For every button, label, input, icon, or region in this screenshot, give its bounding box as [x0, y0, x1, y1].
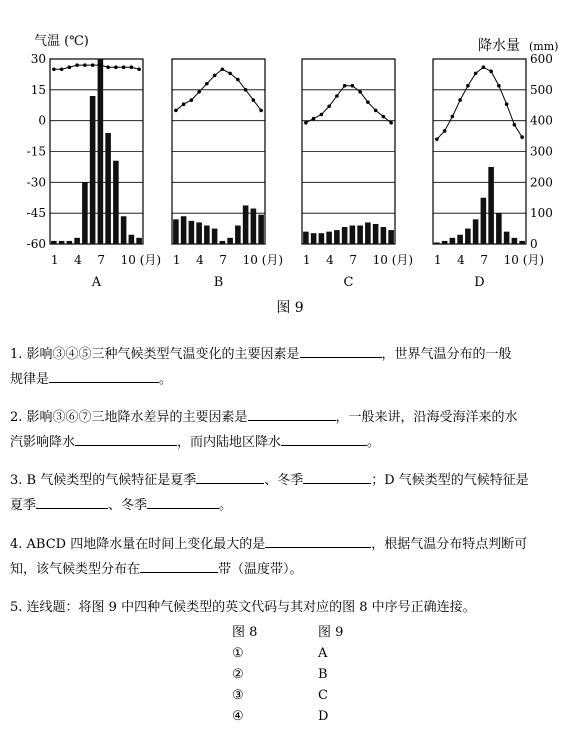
chart-label: D — [474, 275, 485, 290]
matching-right-header: 图 9 — [318, 625, 344, 640]
temperature-point — [304, 121, 308, 125]
precipitation-bar — [481, 198, 487, 244]
month-tick-label: 10 (月) — [503, 253, 545, 267]
precipitation-bar — [311, 233, 317, 244]
month-tick-label: 10 (月) — [120, 253, 162, 267]
climate-chart-c — [302, 59, 413, 290]
question-5 — [10, 595, 572, 620]
precipitation-bar — [342, 227, 348, 244]
temperature-point — [252, 98, 256, 102]
matching-left-item[interactable]: ③ — [232, 688, 244, 703]
temperature-point — [52, 67, 56, 71]
q2-blank-2[interactable] — [75, 430, 177, 446]
precipitation-bar — [204, 226, 210, 245]
q3-text-2: 、冬季 — [264, 473, 304, 488]
precipitation-bar — [488, 167, 494, 244]
precipitation-bar — [319, 233, 325, 244]
temperature-point — [114, 65, 118, 69]
month-tick-label: 10 (月) — [242, 253, 284, 267]
q3-blank-1[interactable] — [196, 468, 264, 484]
temperature-point — [458, 98, 462, 102]
month-tick-label: 4 — [457, 253, 465, 267]
precipitation-bar — [113, 161, 119, 244]
temperature-point — [489, 70, 493, 74]
climate-chart-a — [50, 59, 161, 290]
matching-right-column — [318, 622, 358, 727]
q1-text-3: 规律是 — [10, 372, 50, 387]
precipitation-bar — [82, 182, 88, 244]
precipitation-bar — [59, 241, 65, 244]
month-tick-label: 1 — [50, 253, 59, 267]
q3-text-5: 、冬季 — [108, 498, 148, 513]
precipitation-bar — [74, 238, 80, 244]
temperature-point — [374, 109, 378, 113]
temperature-point — [312, 117, 316, 121]
precipitation-bar — [235, 226, 241, 245]
precipitation-bar — [388, 230, 394, 244]
month-tick-label: 1 — [172, 253, 181, 267]
precipitation-bar — [357, 226, 363, 245]
temperature-axis — [27, 52, 46, 251]
matching-left-header: 图 8 — [232, 625, 258, 640]
q1-blank-2[interactable] — [49, 367, 159, 383]
temperature-point — [389, 121, 393, 125]
precipitation-bar — [136, 238, 142, 244]
q2-blank-3[interactable] — [281, 430, 367, 446]
q2-text-5: 。 — [367, 435, 381, 450]
right-axis-unit: (mm) — [529, 40, 559, 53]
q2-text-1: 2. 影响③⑥⑦三地降水差异的主要因素是 — [10, 410, 248, 425]
temperature-point — [68, 65, 72, 69]
temperature-tick-label: -30 — [26, 175, 46, 190]
question-2 — [10, 405, 572, 455]
precipitation-bar — [381, 227, 387, 244]
precipitation-bar — [98, 59, 104, 244]
q3-text-4: 夏季 — [10, 498, 37, 513]
left-axis-title: 气温 (℃) — [34, 34, 89, 49]
temperature-point — [182, 102, 186, 106]
temperature-point — [327, 104, 331, 108]
temperature-point — [335, 94, 339, 98]
precipitation-bar — [519, 241, 525, 244]
precipitation-bar — [51, 241, 57, 244]
q3-text-1: 3. B 气候类型的气候特征是夏季 — [10, 473, 197, 488]
precipitation-bar — [504, 232, 510, 244]
precipitation-tick-label: 200 — [530, 175, 553, 190]
temperature-point — [190, 98, 194, 102]
q3-text-3: ；D 气候类型的气候特征是 — [371, 473, 529, 488]
temperature-point — [244, 88, 248, 92]
matching-right-item[interactable]: B — [318, 667, 328, 682]
temperature-point — [221, 67, 225, 71]
q4-text-2: ，根据气温分布特点判断可 — [371, 537, 528, 552]
figure-caption: 图 9 — [276, 300, 304, 316]
temperature-point — [213, 74, 217, 78]
month-tick-label: 7 — [219, 253, 228, 267]
precipitation-bar — [243, 205, 249, 244]
temperature-tick-label: 15 — [30, 82, 46, 97]
precipitation-bar — [227, 238, 233, 244]
precipitation-bar — [365, 222, 371, 244]
precipitation-bar — [90, 96, 96, 244]
temperature-tick-label: 0 — [38, 113, 46, 128]
question-4 — [10, 532, 572, 582]
precipitation-bar — [465, 229, 471, 244]
matching-left-item[interactable]: ④ — [232, 709, 244, 724]
q1-text-1: 1. 影响③④⑤三种气候类型气温变化的主要因素是 — [10, 347, 300, 362]
precipitation-tick-label: 600 — [530, 52, 553, 66]
temperature-point — [130, 65, 134, 69]
precipitation-bar — [334, 230, 340, 244]
climate-figure-9 — [0, 0, 582, 320]
temperature-point — [228, 72, 232, 76]
question-3 — [10, 468, 572, 518]
temperature-line — [54, 65, 139, 69]
month-tick-label: 7 — [349, 253, 358, 267]
temperature-tick-label: -15 — [26, 144, 46, 159]
q1-blank-1[interactable] — [300, 342, 382, 358]
precipitation-bar — [512, 238, 518, 244]
precipitation-bar — [189, 221, 195, 244]
q3-blank-3[interactable] — [36, 493, 108, 509]
temperature-point — [197, 90, 201, 94]
temperature-point — [343, 84, 347, 88]
q4-text-1: 4. ABCD 四地降水量在时间上变化最大的是 — [10, 537, 266, 552]
precipitation-bar — [181, 216, 187, 244]
month-tick-label: 4 — [74, 253, 82, 267]
temperature-point — [236, 78, 240, 82]
precipitation-bar — [450, 238, 456, 244]
precipitation-axis — [530, 52, 553, 251]
temperature-point — [259, 109, 263, 113]
precipitation-bar — [434, 242, 440, 244]
q4-blank-1[interactable] — [265, 532, 371, 548]
month-tick-label: 7 — [97, 253, 106, 267]
matching-left-item[interactable]: ② — [232, 667, 244, 682]
temperature-point — [106, 65, 110, 69]
precipitation-bar — [212, 229, 218, 244]
temperature-point — [91, 63, 95, 67]
temperature-point — [99, 63, 103, 67]
q4-blank-2[interactable] — [140, 557, 218, 573]
q2-text-2: ，一般来讲，沿海受海洋来的水 — [335, 410, 518, 425]
temperature-tick-label: -45 — [26, 206, 46, 221]
temperature-point — [382, 115, 386, 119]
precipitation-bar — [129, 235, 135, 244]
precipitation-bar — [251, 209, 257, 244]
temperature-line — [306, 86, 391, 123]
month-tick-label: 1 — [302, 253, 311, 267]
temperature-point — [451, 115, 455, 119]
precipitation-bar — [326, 232, 332, 244]
temperature-point — [497, 84, 501, 88]
temperature-point — [505, 102, 509, 106]
temperature-point — [482, 65, 486, 69]
climate-chart-d — [433, 59, 544, 290]
precipitation-bar — [442, 241, 448, 244]
temperature-point — [205, 82, 209, 86]
precipitation-bar — [457, 235, 463, 244]
precipitation-bar — [303, 232, 309, 244]
temperature-point — [174, 109, 178, 113]
temperature-point — [513, 123, 517, 127]
temperature-point — [83, 63, 87, 67]
month-tick-label: 10 (月) — [372, 253, 414, 267]
temperature-point — [75, 63, 79, 67]
precipitation-bar — [473, 219, 479, 244]
temperature-point — [137, 67, 141, 71]
precipitation-bar — [258, 215, 264, 244]
precipitation-tick-label: 300 — [530, 144, 553, 159]
temperature-point — [443, 129, 447, 133]
q4-text-3: 知，该气候类型分布在 — [10, 562, 141, 577]
climate-chart-b — [172, 59, 283, 290]
temperature-point — [320, 113, 324, 117]
precipitation-tick-label: 400 — [530, 113, 553, 128]
temperature-tick-label: -60 — [26, 237, 46, 251]
precipitation-tick-label: 0 — [530, 237, 538, 251]
q2-blank-1[interactable] — [248, 405, 336, 421]
temperature-point — [122, 65, 126, 69]
month-tick-label: 7 — [480, 253, 489, 267]
precipitation-bar — [373, 224, 379, 244]
matching-right-item[interactable]: C — [318, 688, 328, 703]
precipitation-bar — [220, 241, 226, 244]
matching-left-column — [232, 622, 272, 727]
precipitation-bar — [173, 219, 179, 244]
question-1 — [10, 342, 572, 392]
precipitation-tick-label: 500 — [530, 82, 553, 97]
q1-text-4: 。 — [159, 372, 173, 387]
q3-blank-2[interactable] — [303, 468, 371, 484]
month-tick-label: 4 — [196, 253, 204, 267]
q1-text-2: ，世界气温分布的一般 — [381, 347, 512, 362]
temperature-point — [474, 72, 478, 76]
temperature-point — [520, 135, 524, 139]
month-tick-label: 1 — [433, 253, 442, 267]
q3-blank-4[interactable] — [147, 493, 219, 509]
temperature-line — [437, 67, 522, 139]
matching-right-item[interactable]: A — [318, 646, 328, 661]
q2-text-3: 汽影响降水 — [10, 435, 76, 450]
precipitation-bar — [121, 216, 127, 244]
temperature-tick-label: 30 — [30, 52, 46, 66]
q3-text-6: 。 — [219, 498, 233, 513]
precipitation-bar — [105, 133, 111, 244]
matching-left-item[interactable]: ① — [232, 646, 244, 661]
q2-text-4: ，而内陆地区降水 — [177, 435, 282, 450]
precipitation-bar — [196, 222, 202, 244]
temperature-point — [60, 67, 64, 71]
precipitation-bar — [67, 241, 73, 244]
temperature-point — [366, 100, 370, 104]
precipitation-bar — [496, 213, 502, 244]
precipitation-tick-label: 100 — [530, 206, 553, 221]
chart-label: A — [91, 275, 102, 290]
temperature-point — [358, 90, 362, 94]
chart-label: C — [343, 275, 354, 290]
q5-text: 5. 连线题：将图 9 中四种气候类型的英文代码与其对应的图 8 中序号正确连接。 — [10, 600, 476, 615]
precipitation-bar — [350, 226, 356, 245]
q4-text-4: 带（温度带）。 — [218, 562, 303, 577]
month-tick-label: 4 — [326, 253, 334, 267]
temperature-point — [435, 137, 439, 141]
temperature-point — [466, 84, 470, 88]
right-axis-title: 降水量 — [478, 38, 520, 54]
chart-label: B — [213, 275, 224, 290]
temperature-point — [351, 84, 355, 88]
matching-right-item[interactable]: D — [318, 709, 329, 724]
